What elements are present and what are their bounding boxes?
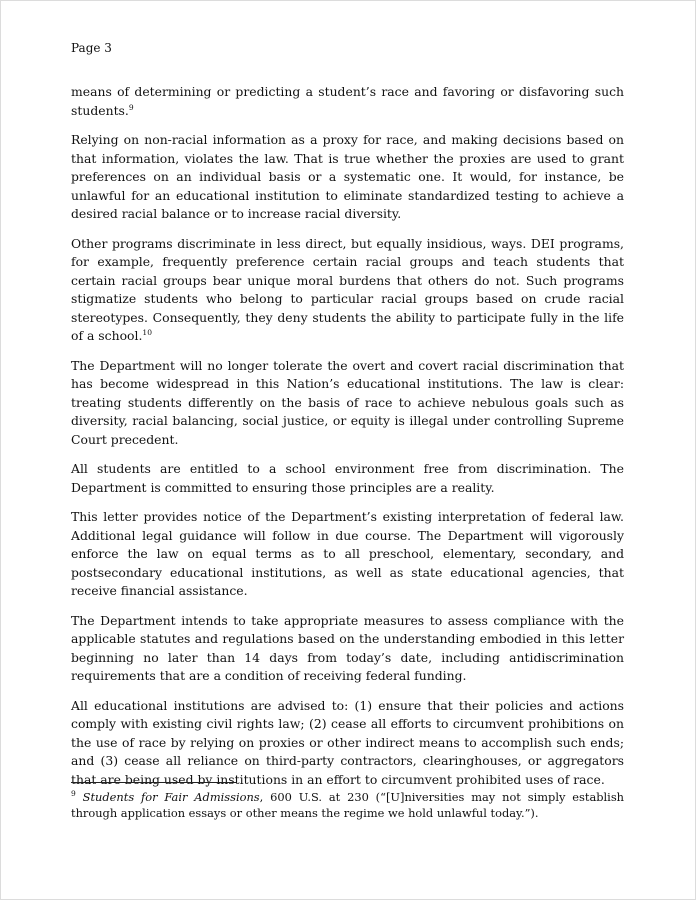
footnote-divider xyxy=(71,782,236,783)
paragraph-continuation xyxy=(71,83,624,120)
page-number-header: Page 3 xyxy=(71,41,112,55)
paragraph-text: means of determining or predicting a student’s race and favoring or disfavoring such students. xyxy=(71,84,624,118)
paragraph-compliance xyxy=(71,612,624,686)
paragraph-notice xyxy=(71,508,624,601)
paragraph-advisory xyxy=(71,697,624,790)
paragraph-text: This letter provides notice of the Department’s existing interpretation of federal law. Additional legal guidance will follow in due course. The Department will vigorously enforce the law on equal terms as to all preschool, elementary, secondary, and postsecondary educational institutions, as well as state educational agencies, that receive financial assistance. xyxy=(71,509,624,598)
footnote-reference[interactable]: 10 xyxy=(142,328,152,337)
paragraph-text: Other programs discriminate in less direct, but equally insidious, ways. DEI programs, for example, frequently preference certain racial groups and teach students that certain racial groups bear unique moral burdens that others do not. Such programs stigmatize students who belong to particular racial groups based on crude racial stereotypes. Consequently, they deny students the ability to participate fully in the life of a school. xyxy=(71,235,624,343)
footnote-case-name: Students for Fair Admissions xyxy=(82,790,260,804)
footnote-text: , 600 U.S. at 230 (“[U]niversities may not simply establish through application essays or other means the regime we hold unlawful today.”). xyxy=(71,790,624,820)
paragraph-text: Relying on non-racial information as a proxy for race, and making decisions based on that information, violates the law. That is true whether the proxies are used to grant preferences on an individual basis or a systematic one. It would, for instance, be unlawful for an educational institution to eliminate standardized testing to achieve a desired racial balance or to increase racial diversity. xyxy=(71,132,624,221)
paragraph-department-position xyxy=(71,357,624,450)
letter-body xyxy=(71,83,624,800)
paragraph-text: All educational institutions are advised to: (1) ensure that their policies and actions comply with existing civil rights law; (2) cease all efforts to circumvent prohibitions on the use of race by relying on proxies or other indirect means to accomplish such ends; and (3) cease all reliance on third-party contractors, clearinghouses, or aggregators that are being used by institutions in an effort to circumvent prohibited uses of race. xyxy=(71,697,624,787)
paragraph-text: The Department intends to take appropriate measures to assess compliance with the applicable statutes and regulations based on the understanding embodied in this letter beginning no later than 14 days from today’s date, including antidiscrimination requirements that are a condition of receiving federal funding. xyxy=(71,612,624,683)
footnote-number: 9 xyxy=(71,789,76,798)
footnote-reference[interactable]: 9 xyxy=(128,102,134,112)
paragraph-student-entitlement xyxy=(71,460,624,497)
paragraph-text: All students are entitled to a school environment free from discrimination. The Department is committed to ensuring those principles are a reality. xyxy=(71,461,624,495)
paragraph-proxies xyxy=(71,131,624,224)
footnote xyxy=(71,789,624,821)
paragraph-dei-programs xyxy=(71,235,624,346)
paragraph-text: The Department will no longer tolerate the overt and covert racial discrimination that has become widespread in this Nation’s educational institutions. The law is clear: treating students differently on the basis of race to achieve nebulous goals such as diversity, racial balancing, social justice, or equity is illegal under controlling Supreme Court precedent. xyxy=(71,357,624,447)
